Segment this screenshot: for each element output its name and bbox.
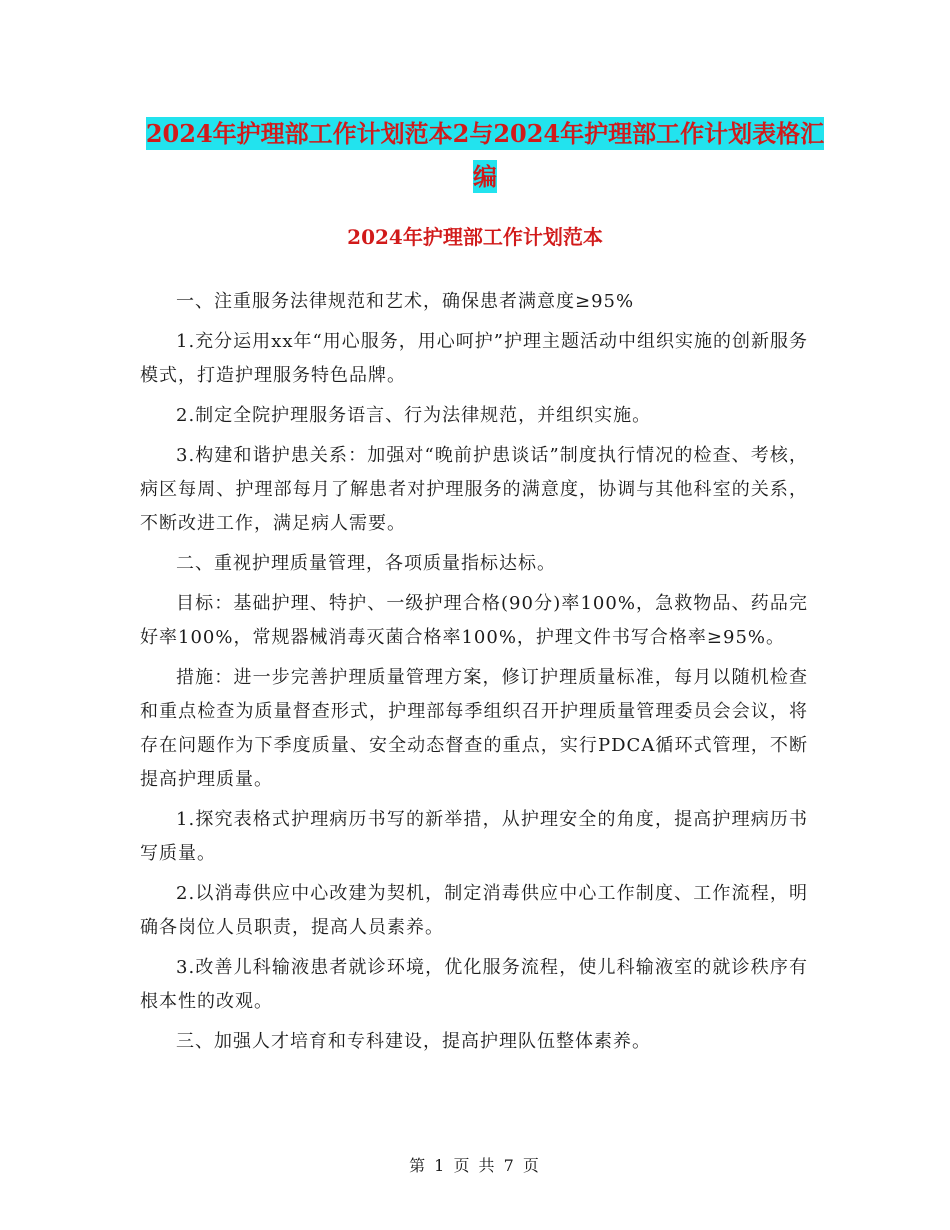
paragraph: 措施：进一步完善护理质量管理方案，修订护理质量标准，每月以随机检查和重点检查为质量督查形式，护理部每季组织召开护理质量管理委员会会议，将存在问题作为下季度质量、安全动态督查的重点，实行PDCA循环式管理，不断提高护理质量。 — [140, 667, 808, 790]
paragraph: 1.探究表格式护理病历书写的新举措，从护理安全的角度，提高护理病历书写质量。 — [140, 809, 808, 864]
paragraph: 1.充分运用xx年“用心服务，用心呵护”护理主题活动中组织实施的创新服务模式，打造护理服务特色品牌。 — [140, 331, 808, 386]
page-footer: 第 1 页 共 7 页 — [409, 1156, 541, 1175]
paragraph: 2.以消毒供应中心改建为契机，制定消毒供应中心工作制度、工作流程，明确各岗位人员职责，提高人员素养。 — [140, 883, 808, 938]
paragraph: 3.改善儿科输液患者就诊环境，优化服务流程，使儿科输液室的就诊秩序有根本性的改观。 — [140, 957, 808, 1012]
section-title: 2024年护理部工作计划范本 — [347, 225, 603, 249]
paragraph: 目标：基础护理、特护、一级护理合格(90分)率100%，急救物品、药品完好率100%，常规器械消毒灭菌合格率100%，护理文件书写合格率≥95%。 — [140, 593, 808, 648]
paragraph: 2.制定全院护理服务语言、行为法律规范，并组织实施。 — [176, 405, 652, 426]
document-title — [140, 112, 830, 198]
paragraph: 二、重视护理质量管理，各项质量指标达标。 — [176, 553, 556, 574]
paragraph: 一、注重服务法律规范和艺术，确保患者满意度≥95% — [176, 291, 635, 312]
paragraph: 3.构建和谐护患关系：加强对“晚前护患谈话”制度执行情况的检查、考核，病区每周、护理部每月了解患者对护理服务的满意度，协调与其他科室的关系，不断改进工作，满足病人需要。 — [140, 445, 808, 534]
document-title-text: 2024年护理部工作计划范本2与2024年护理部工作计划表格汇编 — [145, 119, 825, 191]
document-body — [140, 285, 808, 1065]
paragraph: 三、加强人才培育和专科建设，提高护理队伍整体素养。 — [176, 1031, 651, 1052]
